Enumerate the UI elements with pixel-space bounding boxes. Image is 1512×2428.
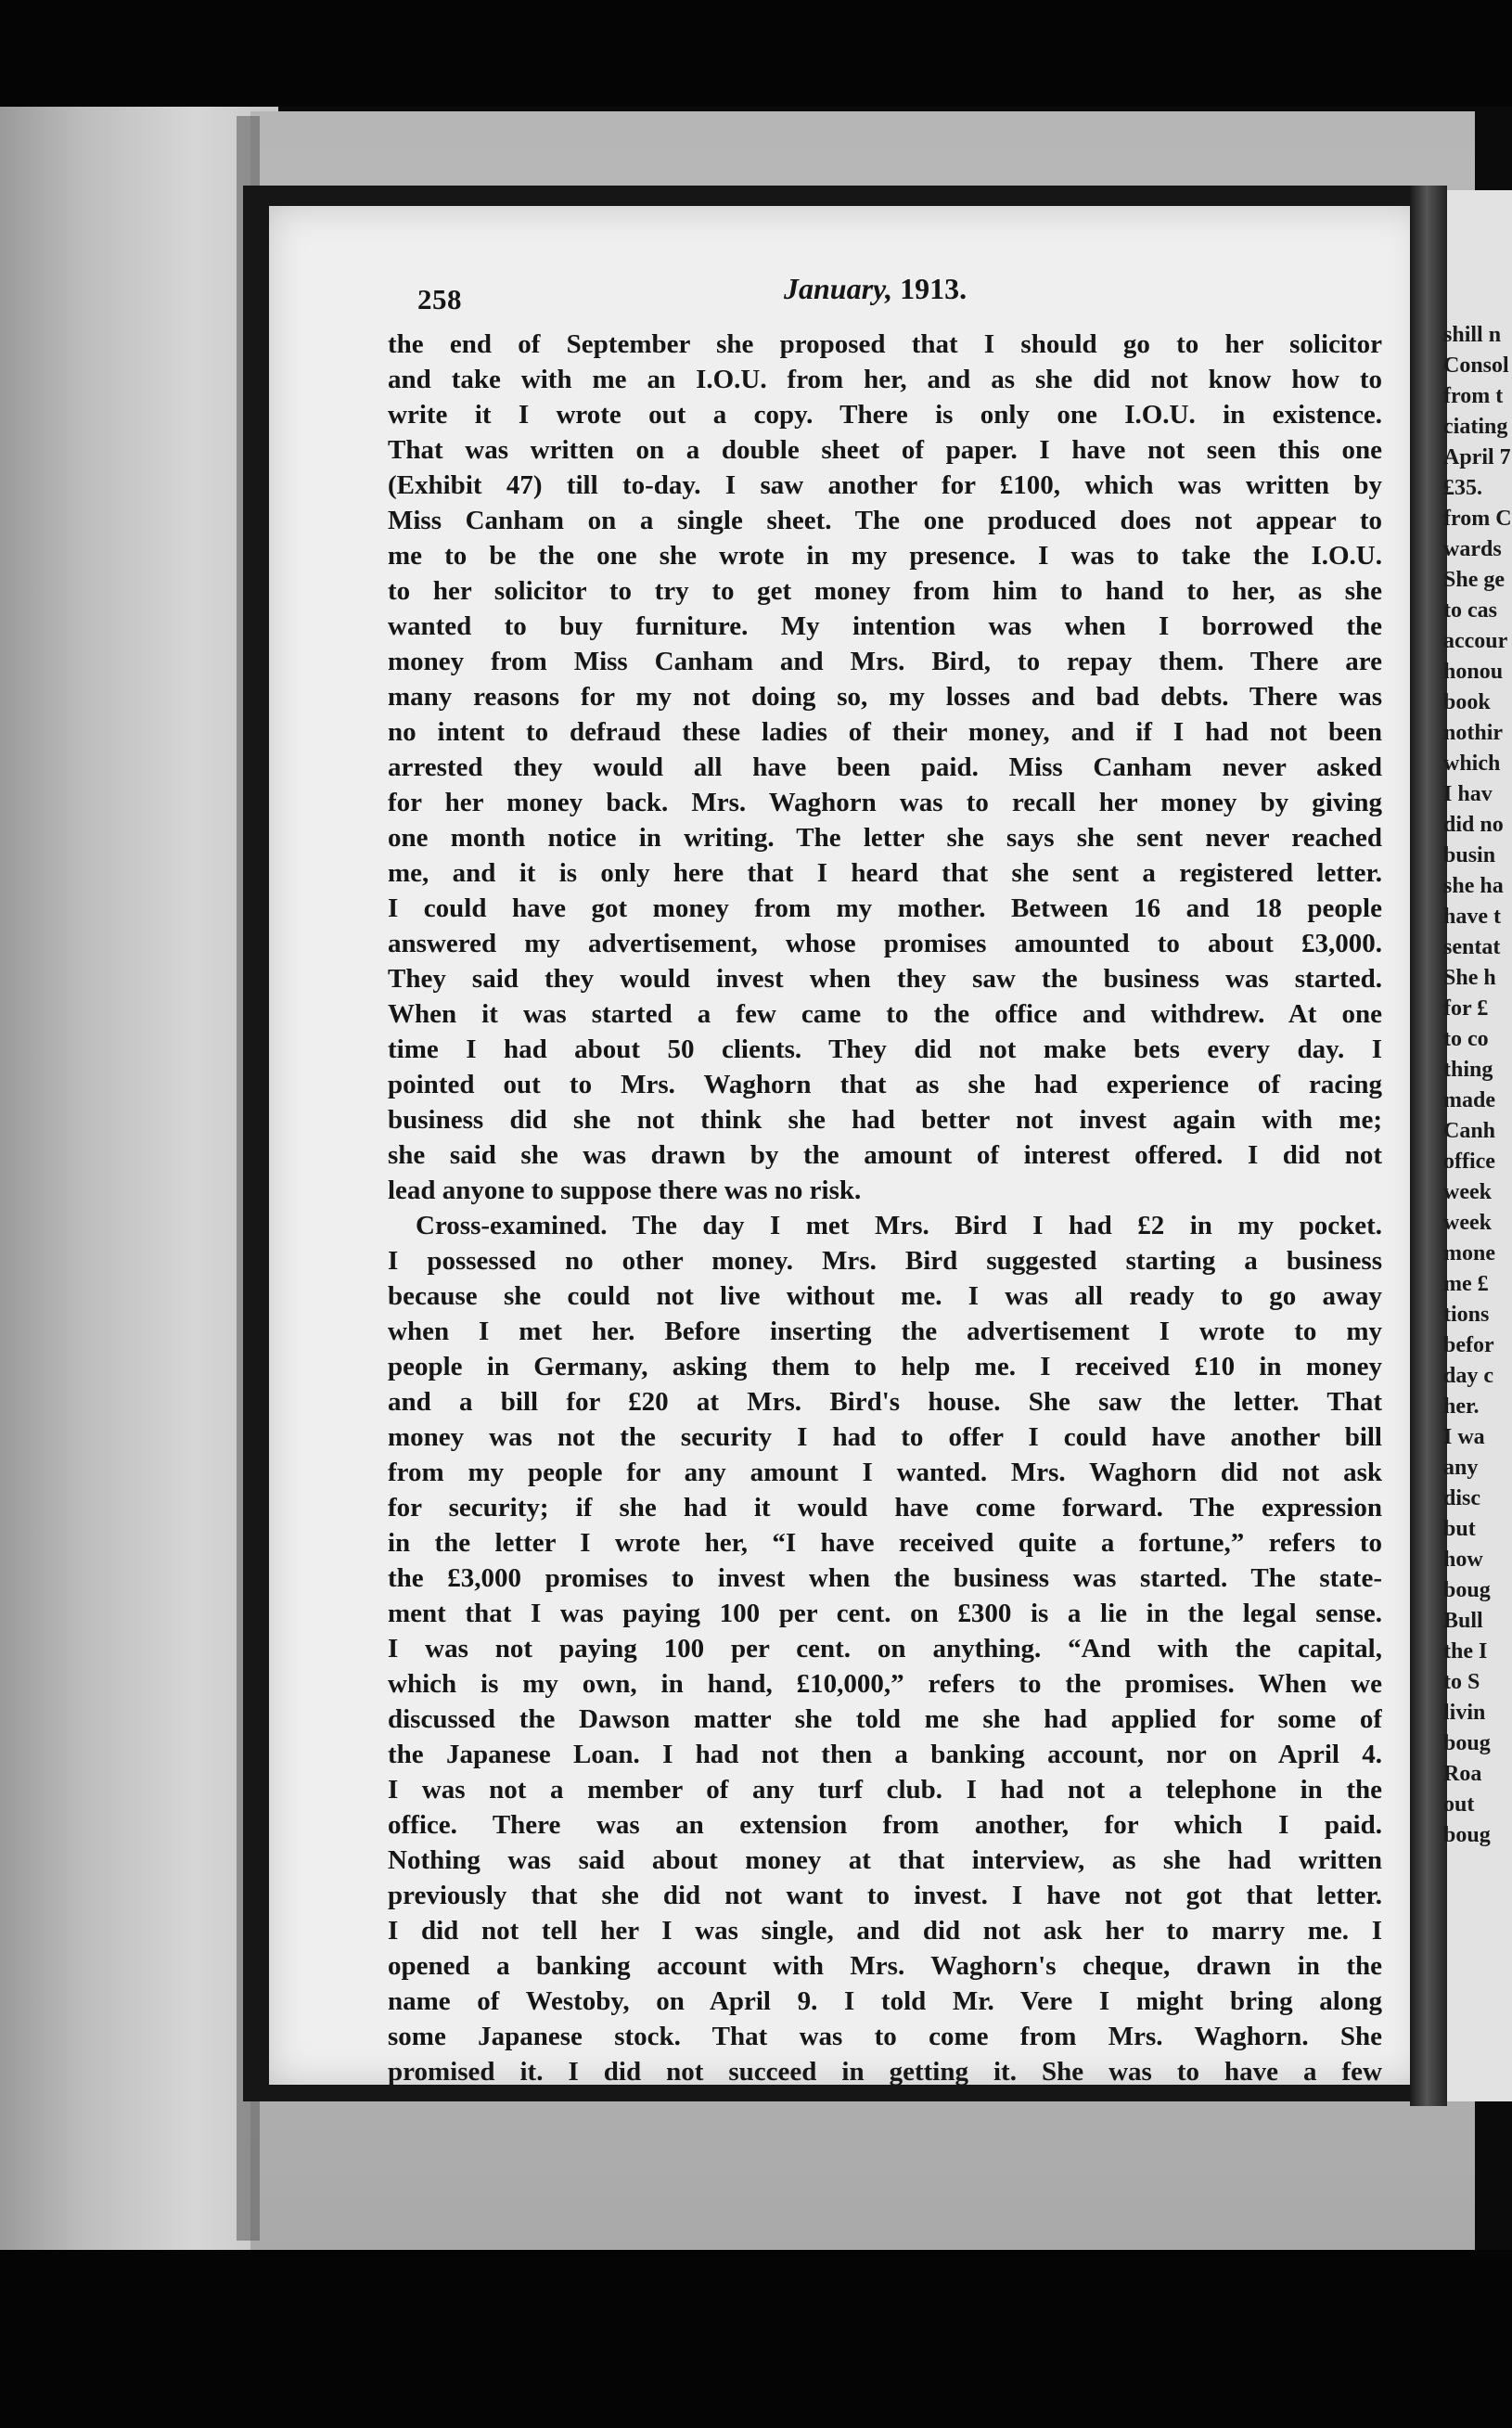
text-line: and a bill for £20 at Mrs. Bird's house. She saw the letter. That — [388, 1387, 1382, 1417]
facing-page-fragment: mone — [1443, 1241, 1495, 1265]
text-line: because she could not live without me. I was all ready to go away — [388, 1281, 1382, 1311]
text-line: money from Miss Canham and Mrs. Bird, to repay them. There are — [388, 647, 1382, 676]
text-line: opened a banking account with Mrs. Waghorn's cheque, drawn in the — [388, 1951, 1382, 1981]
text-line: wanted to buy furniture. My intention was when I borrowed the — [388, 611, 1382, 641]
facing-page-fragment: to cas — [1443, 598, 1497, 623]
text-line: in the letter I wrote her, “I have received quite a fortune,” refers to — [388, 1528, 1382, 1558]
page-number: 258 — [417, 283, 462, 315]
facing-page-fragment: have t — [1443, 905, 1501, 929]
scan-bottom-border — [0, 2250, 1512, 2428]
text-line: That was written on a double sheet of paper. I have not seen this one — [388, 435, 1382, 465]
facing-page-fragment: to co — [1443, 1027, 1489, 1051]
text-line: which is my own, in hand, £10,000,” refers to the promises. When we — [388, 1669, 1382, 1699]
facing-page-fragment: tions — [1443, 1303, 1490, 1327]
text-line: many reasons for my not doing so, my losses and bad debts. There was — [388, 682, 1382, 712]
text-line: I was not paying 100 per cent. on anything. “And with the capital, — [388, 1634, 1382, 1664]
body-text — [388, 327, 1382, 2089]
text-line: the £3,000 promises to invest when the business was started. The state- — [388, 1563, 1382, 1593]
facing-page-fragment: shill n — [1443, 323, 1502, 347]
text-line: from my people for any amount I wanted. Mrs. Waghorn did not ask — [388, 1458, 1382, 1487]
text-line: to her solicitor to try to get money from him to hand to her, as she — [388, 576, 1382, 606]
running-head-month: January, — [784, 272, 893, 305]
text-line: Nothing was said about money at that interview, as she had written — [388, 1845, 1382, 1875]
facing-page-fragment: She h — [1443, 966, 1496, 990]
facing-page-fragment: boug — [1443, 1731, 1491, 1755]
facing-page-fragment: but — [1443, 1517, 1476, 1541]
text-line: previously that she did not want to invest. I have not got that letter. — [388, 1881, 1382, 1910]
facing-page-fragment: for £ — [1443, 996, 1489, 1021]
text-line: arrested they would all have been paid. Miss Canham never asked — [388, 752, 1382, 782]
facing-page-text — [1443, 320, 1512, 1851]
facing-page-fragment: thing — [1443, 1058, 1493, 1082]
facing-page-fragment: sentat — [1443, 935, 1501, 959]
running-head — [784, 272, 967, 306]
text-line: one month notice in writing. The letter she says she sent never reached — [388, 823, 1382, 853]
paragraph-start-line: Cross-examined. The day I met Mrs. Bird I had £2 in my pocket. — [416, 1211, 1382, 1240]
text-line: Miss Canham on a single sheet. The one produced does not appear to — [388, 506, 1382, 535]
text-line: when I met her. Before inserting the advertisement I wrote to my — [388, 1317, 1382, 1346]
text-line: pointed out to Mrs. Waghorn that as she had experience of racing — [388, 1070, 1382, 1099]
facing-page-fragment: honou — [1443, 660, 1504, 684]
facing-page-fragment: April 7 — [1443, 445, 1511, 469]
facing-page-fragment: I hav — [1443, 782, 1493, 806]
text-line: some Japanese stock. That was to come from Mrs. Waghorn. She — [388, 2022, 1382, 2051]
text-line: write it I wrote out a copy. There is only one I.O.U. in existence. — [388, 400, 1382, 430]
facing-page-fragment: book — [1443, 690, 1491, 714]
facing-page-fragment: to S — [1443, 1670, 1480, 1694]
facing-page-fragment: Roa — [1443, 1762, 1482, 1786]
text-line: for her money back. Mrs. Waghorn was to recall her money by giving — [388, 788, 1382, 817]
facing-page-fragment: Bull — [1443, 1609, 1483, 1633]
text-line: I was not a member of any turf club. I had not a telephone in the — [388, 1775, 1382, 1805]
text-line: I could have got money from my mother. Between 16 and 18 people — [388, 893, 1382, 923]
facing-page-fragment: nothir — [1443, 721, 1504, 745]
running-head-year: 1913. — [900, 272, 967, 305]
facing-page-fragment: office — [1443, 1150, 1495, 1174]
facing-page-fragment: from t — [1443, 384, 1504, 408]
facing-page-fragment: how — [1443, 1548, 1483, 1572]
facing-page-fragment: did no — [1443, 813, 1504, 837]
facing-page-fragment: the I — [1443, 1639, 1488, 1664]
facing-page-fragment: She ge — [1443, 568, 1505, 592]
facing-page-fragment: I wa — [1443, 1425, 1485, 1449]
book-gutter — [1410, 186, 1447, 2106]
facing-page-fragment: Consol — [1443, 353, 1509, 378]
facing-page-fragment: me £ — [1443, 1272, 1489, 1296]
text-line: When it was started a few came to the office and withdrew. At one — [388, 999, 1382, 1029]
facing-page-fragment: befor — [1443, 1333, 1494, 1357]
text-line: discussed the Dawson matter she told me she had applied for some of — [388, 1704, 1382, 1734]
facing-page-fragment: her. — [1443, 1394, 1480, 1419]
text-line: lead anyone to suppose there was no risk. — [388, 1175, 862, 1205]
facing-page-fragment: any — [1443, 1456, 1479, 1480]
text-line: the end of September she proposed that I should go to her solicitor — [388, 329, 1382, 359]
text-line: the Japanese Loan. I had not then a banking account, nor on April 4. — [388, 1740, 1382, 1769]
facing-page-fragment: out — [1443, 1792, 1475, 1817]
facing-page-fragment: boug — [1443, 1578, 1491, 1602]
text-line: me, and it is only here that I heard that she sent a registered letter. — [388, 858, 1382, 888]
text-line: money was not the security I had to offer I could have another bill — [388, 1422, 1382, 1452]
text-line: I did not tell her I was single, and did not ask her to marry me. I — [388, 1916, 1382, 1946]
text-line: name of Westoby, on April 9. I told Mr. Vere I might bring along — [388, 1986, 1382, 2016]
facing-page-fragment: from C — [1443, 507, 1512, 531]
facing-page-fragment: boug — [1443, 1823, 1491, 1847]
facing-page-fragment: accour — [1443, 629, 1508, 653]
facing-page-fragment: day c — [1443, 1364, 1493, 1388]
text-line: (Exhibit 47) till to-day. I saw another for £100, which was written by — [388, 470, 1382, 500]
text-line: she said she was drawn by the amount of interest offered. I did not — [388, 1140, 1382, 1170]
facing-page-fragment: livin — [1443, 1701, 1486, 1725]
facing-page-fragment: ciating — [1443, 415, 1508, 439]
text-line: ment that I was paying 100 per cent. on £300 is a lie in the legal sense. — [388, 1599, 1382, 1628]
text-line: people in Germany, asking them to help me. I received £10 in money — [388, 1352, 1382, 1381]
facing-page-fragment: she ha — [1443, 874, 1504, 898]
facing-page-fragment: week — [1443, 1211, 1492, 1235]
text-line: for security; if she had it would have come forward. The expression — [388, 1493, 1382, 1522]
facing-page-fragment: disc — [1443, 1486, 1481, 1510]
scan-top-border — [0, 0, 1512, 107]
text-line: promised it. I did not succeed in getting it. She was to have a few — [388, 2057, 1382, 2087]
facing-page-fragment: week — [1443, 1180, 1492, 1204]
text-line: office. There was an extension from another, for which I paid. — [388, 1810, 1382, 1840]
facing-page-fragment: £35. — [1443, 476, 1482, 500]
text-line: answered my advertisement, whose promises amounted to about £3,000. — [388, 929, 1382, 958]
facing-page-fragment: made — [1443, 1088, 1495, 1112]
text-line: I possessed no other money. Mrs. Bird suggested starting a business — [388, 1246, 1382, 1276]
facing-page-fragment: busin — [1443, 843, 1496, 867]
text-line: business did she not think she had better not invest again with me; — [388, 1105, 1382, 1135]
text-line: me to be the one she wrote in my presence. I was to take the I.O.U. — [388, 541, 1382, 571]
facing-page-fragment: which — [1443, 752, 1501, 776]
facing-page-fragment: Canh — [1443, 1119, 1496, 1143]
text-line: They said they would invest when they saw the business was started. — [388, 964, 1382, 994]
text-line: and take with me an I.O.U. from her, and as she did not know how to — [388, 365, 1382, 394]
text-line: no intent to defraud these ladies of their money, and if I had not been — [388, 717, 1382, 747]
facing-page-fragment: wards — [1443, 537, 1502, 561]
text-line: time I had about 50 clients. They did not make bets every day. I — [388, 1034, 1382, 1064]
